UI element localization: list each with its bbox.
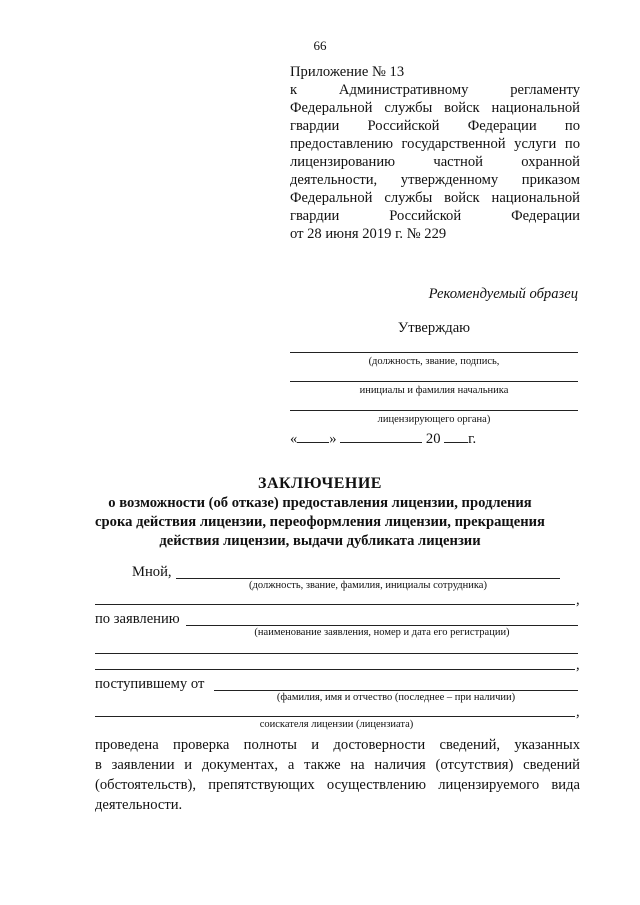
authority-caption: лицензирующего органа) bbox=[377, 414, 491, 425]
received-from-caption: (фамилия, имя и отчество (последнее – при наличии) bbox=[276, 692, 516, 703]
employee-field[interactable] bbox=[176, 578, 560, 579]
date-quote-close: » bbox=[329, 431, 337, 447]
employee-caption: (должность, звание, фамилия, инициалы сотрудника) bbox=[249, 580, 487, 591]
body-line: деятельности. bbox=[95, 797, 183, 813]
annex-line: предоставлению государственной услуги по bbox=[290, 136, 580, 152]
employee-field-continued[interactable] bbox=[95, 604, 575, 605]
application-label: по заявлению bbox=[95, 611, 180, 627]
name-line[interactable] bbox=[290, 381, 578, 382]
annex-line: от 28 июня 2019 г. № 229 bbox=[290, 226, 447, 242]
page-number: 66 bbox=[313, 38, 327, 53]
body-text bbox=[95, 735, 580, 815]
body-line: проведена проверка полноты и достоверности сведений, указанных bbox=[95, 737, 580, 753]
approve-title: Утверждаю bbox=[397, 320, 471, 336]
approval-date bbox=[290, 428, 476, 448]
authority-line[interactable] bbox=[290, 410, 578, 411]
subtitle-line: о возможности (об отказе) предоставления лицензии, продления bbox=[108, 495, 532, 511]
subtitle-line: срока действия лицензии, переоформления лицензии, прекращения bbox=[95, 514, 545, 530]
annex-line: Приложение № 13 bbox=[290, 64, 405, 80]
application-field[interactable] bbox=[186, 625, 578, 626]
applicant-field[interactable] bbox=[95, 716, 575, 717]
document-subtitle bbox=[60, 494, 580, 551]
signature-caption: (должность, звание, подпись, bbox=[368, 356, 500, 367]
year-prefix: 20 bbox=[425, 431, 441, 447]
annex-line: к Административному регламенту bbox=[290, 82, 580, 98]
annex-block bbox=[290, 63, 580, 243]
received-from-label: поступившему от bbox=[95, 676, 205, 692]
annex-line: Федеральной службы войск национальной bbox=[290, 100, 580, 116]
annex-line: Федеральной службы войск национальной bbox=[290, 190, 580, 206]
annex-line: деятельности, утвержденному приказом bbox=[290, 172, 580, 188]
day-field[interactable] bbox=[297, 428, 329, 443]
received-from-field[interactable] bbox=[214, 690, 578, 691]
application-caption: (наименование заявления, номер и дата его регистрации) bbox=[254, 627, 510, 638]
date-quote-open: « bbox=[290, 431, 298, 447]
document-title: ЗАКЛЮЧЕНИЕ bbox=[258, 475, 382, 492]
comma: , bbox=[576, 704, 580, 720]
body-line: (обстоятельств), препятствующих осуществлению лицензируемого вида bbox=[95, 777, 580, 793]
applicant-caption: соискателя лицензии (лицензиата) bbox=[259, 719, 414, 730]
by-me-label: Мной, bbox=[132, 564, 172, 580]
annex-line: гвардии Российской Федерации по bbox=[290, 118, 580, 134]
signature-line[interactable] bbox=[290, 352, 578, 353]
year-field[interactable] bbox=[444, 428, 468, 443]
annex-line: лицензированию частной охранной bbox=[290, 154, 580, 170]
annex-line: гвардии Российской Федерации bbox=[290, 208, 580, 224]
body-line: в заявлении и документах, а также на наличия (отсутствия) сведений bbox=[95, 757, 580, 773]
comma: , bbox=[576, 657, 580, 673]
comma: , bbox=[576, 592, 580, 608]
name-caption: инициалы и фамилия начальника bbox=[359, 385, 509, 396]
month-field[interactable] bbox=[340, 428, 422, 443]
subtitle-line: действия лицензии, выдачи дубликата лицензии bbox=[159, 533, 481, 549]
recommended-sample-label: Рекомендуемый образец bbox=[428, 286, 578, 302]
year-suffix: г. bbox=[468, 431, 477, 447]
application-field-continued-2[interactable] bbox=[95, 669, 575, 670]
application-field-continued[interactable] bbox=[95, 653, 578, 654]
